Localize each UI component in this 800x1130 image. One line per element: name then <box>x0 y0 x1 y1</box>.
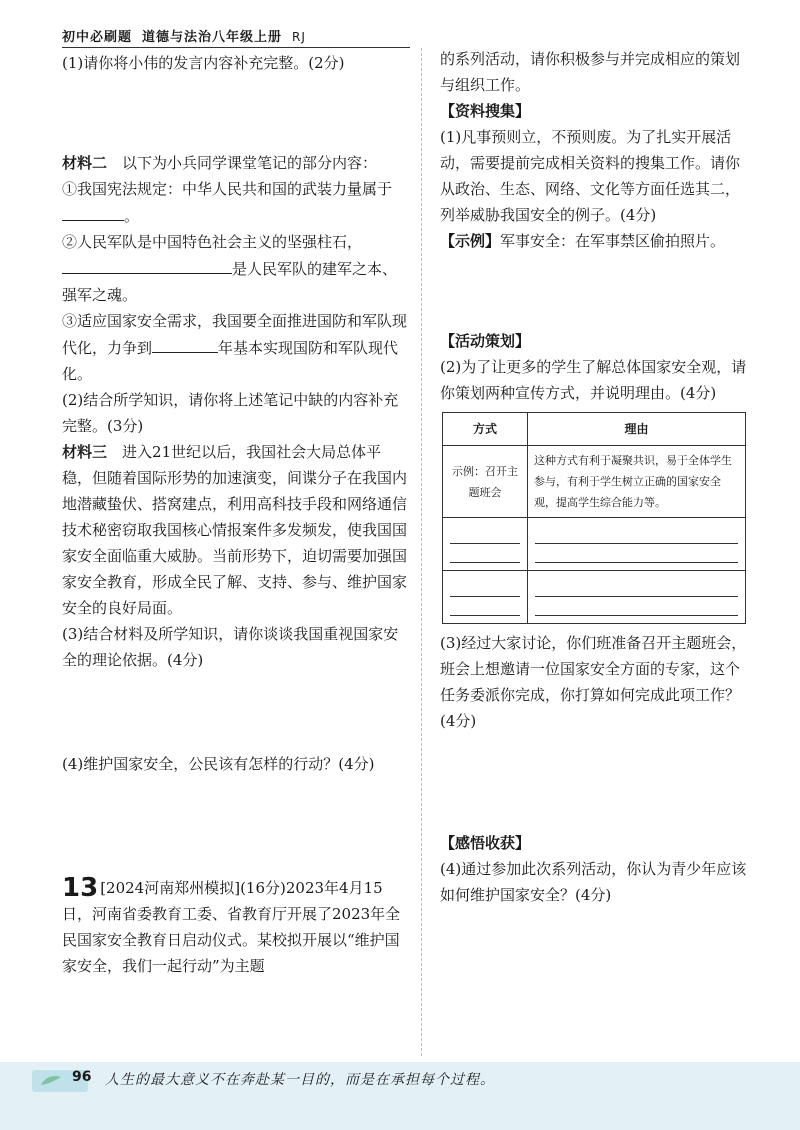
answer-method-cell[interactable] <box>443 518 528 571</box>
footer-motto: 人生的最大意义不在奔赴某一目的，而是在承担每个过程。 <box>105 1072 495 1088</box>
fill-blank[interactable] <box>62 202 124 221</box>
example-text: 军事安全：在军事禁区偷拍照片。 <box>500 232 726 250</box>
page-number: 96 <box>72 1069 92 1085</box>
material-3-text: 进入21世纪以后，我国社会大局总体平稳，但随着国际形势的加速演变，间谍分子在我国内地潜藏蛰伏、搭窝建点，利用高科技手段和网络通信技术秘密窃取我国核心情报案件多发频发，使我国国家安全面临重大威胁。当前形势下，迫切需要加强国家安全教育，形成全民了解、支持、参与、维护国家安全的良好局面。 <box>62 443 408 617</box>
right-column <box>440 46 750 908</box>
sub-question-3: (3)经过大家讨论，你们班准备召开主题班会，班会上想邀请一位国家安全方面的专家，这个任务委派你完成，你打算如何完成此项工作？(4分) <box>440 634 747 730</box>
plan-table <box>442 412 746 624</box>
example-reason-cell: 这种方式有利于凝聚共识，易于全体学生参与，有利于学生树立正确的国家安全观，提高学生综合能力等。 <box>528 446 746 518</box>
question-13 <box>62 875 407 979</box>
note-3 <box>62 308 407 387</box>
sub-question-2: (2)为了让更多的学生了解总体国家安全观，请你策划两种宣传方式，并说明理由。(4分) <box>440 358 747 402</box>
example-method-cell: 示例：召开主题班会 <box>443 446 528 518</box>
table-row <box>443 571 746 624</box>
answer-space <box>62 673 407 751</box>
subject-title: 道德与法治八年级上册 <box>142 30 283 45</box>
note-1 <box>62 176 407 229</box>
question-3: (3)结合材料及所学知识，请你谈谈我国重视国家安全的理论依据。(4分) <box>62 625 399 669</box>
note-1-text: ①我国宪法规定：中华人民共和国的武装力量属于 <box>62 180 393 198</box>
material-3-label: 材料三 <box>62 443 108 461</box>
question-13-text: [2024河南郑州模拟](16分)2023年4月15日，河南省委教育工委、省教育厅开展了2023年全民国家安全教育日启动仪式。某校拟开展以“维护国家安全，我们一起行动”为主题 <box>62 879 401 975</box>
material-2 <box>62 150 407 176</box>
question-2: (2)结合所学知识，请你将上述笔记中缺的内容补充完整。(3分) <box>62 391 399 435</box>
note-3-text: ③适应国家安全需求，我国要全面推进国防和军队现代化，力争到 <box>62 312 408 357</box>
column-divider <box>421 48 422 1056</box>
material-2-label: 材料二 <box>62 154 108 172</box>
page-header <box>62 26 762 48</box>
example-label: 【示例】 <box>440 232 501 250</box>
example <box>440 228 750 254</box>
book-title: 初中必刷题 <box>62 30 133 45</box>
answer-space <box>440 254 750 328</box>
note-3-end: 年基本实现国防和军队现代化。 <box>62 339 399 383</box>
leaf-icon <box>40 1074 62 1086</box>
table-header-row <box>443 413 746 446</box>
table-row <box>443 518 746 571</box>
answer-method-cell[interactable] <box>443 571 528 624</box>
section-reflection: 【感悟收获】 <box>440 834 531 852</box>
question-13-number: 13 <box>62 873 99 903</box>
table-header-method: 方式 <box>443 413 528 446</box>
answer-space <box>440 734 750 830</box>
question-13-continued: 的系列活动，请你积极参与并完成相应的策划与组织工作。 <box>440 50 741 94</box>
material-2-intro: 以下为小兵同学课堂笔记的部分内容： <box>122 154 378 172</box>
table-header-reason: 理由 <box>528 413 746 446</box>
answer-reason-cell[interactable] <box>528 518 746 571</box>
note-2-text: ②人民军队是中国特色社会主义的坚强柱石， <box>62 233 363 251</box>
note-2-end: 是人民军队的建军之本、强军之魂。 <box>62 260 398 304</box>
fill-blank[interactable] <box>62 255 232 274</box>
question-4: (4)维护国家安全，公民该有怎样的行动？(4分) <box>62 755 375 773</box>
edition-label: RJ <box>292 30 306 44</box>
section-material-collection: 【资料搜集】 <box>440 102 531 120</box>
section-activity-planning: 【活动策划】 <box>440 332 531 350</box>
answer-reason-cell[interactable] <box>528 571 746 624</box>
fill-blank[interactable] <box>152 334 218 353</box>
answer-space <box>62 76 407 150</box>
sub-question-1: (1)凡事预则立，不预则废。为了扎实开展活动，需要提前完成相关资料的搜集工作。请你从政治、生态、网络、文化等方面任选其二，列举威胁我国安全的例子。(4分) <box>440 128 741 224</box>
sub-question-4: (4)通过参加此次系列活动，你认为青少年应该如何维护国家安全？(4分) <box>440 860 747 904</box>
page-footer <box>0 1062 800 1130</box>
left-column <box>62 50 407 979</box>
header-rule <box>62 47 410 48</box>
note-1-end: 。 <box>124 207 140 225</box>
answer-space <box>62 777 407 875</box>
material-3 <box>62 439 407 621</box>
table-row <box>443 446 746 518</box>
note-2 <box>62 229 407 308</box>
question-1: (1)请你将小伟的发言内容补充完整。(2分) <box>62 54 345 72</box>
